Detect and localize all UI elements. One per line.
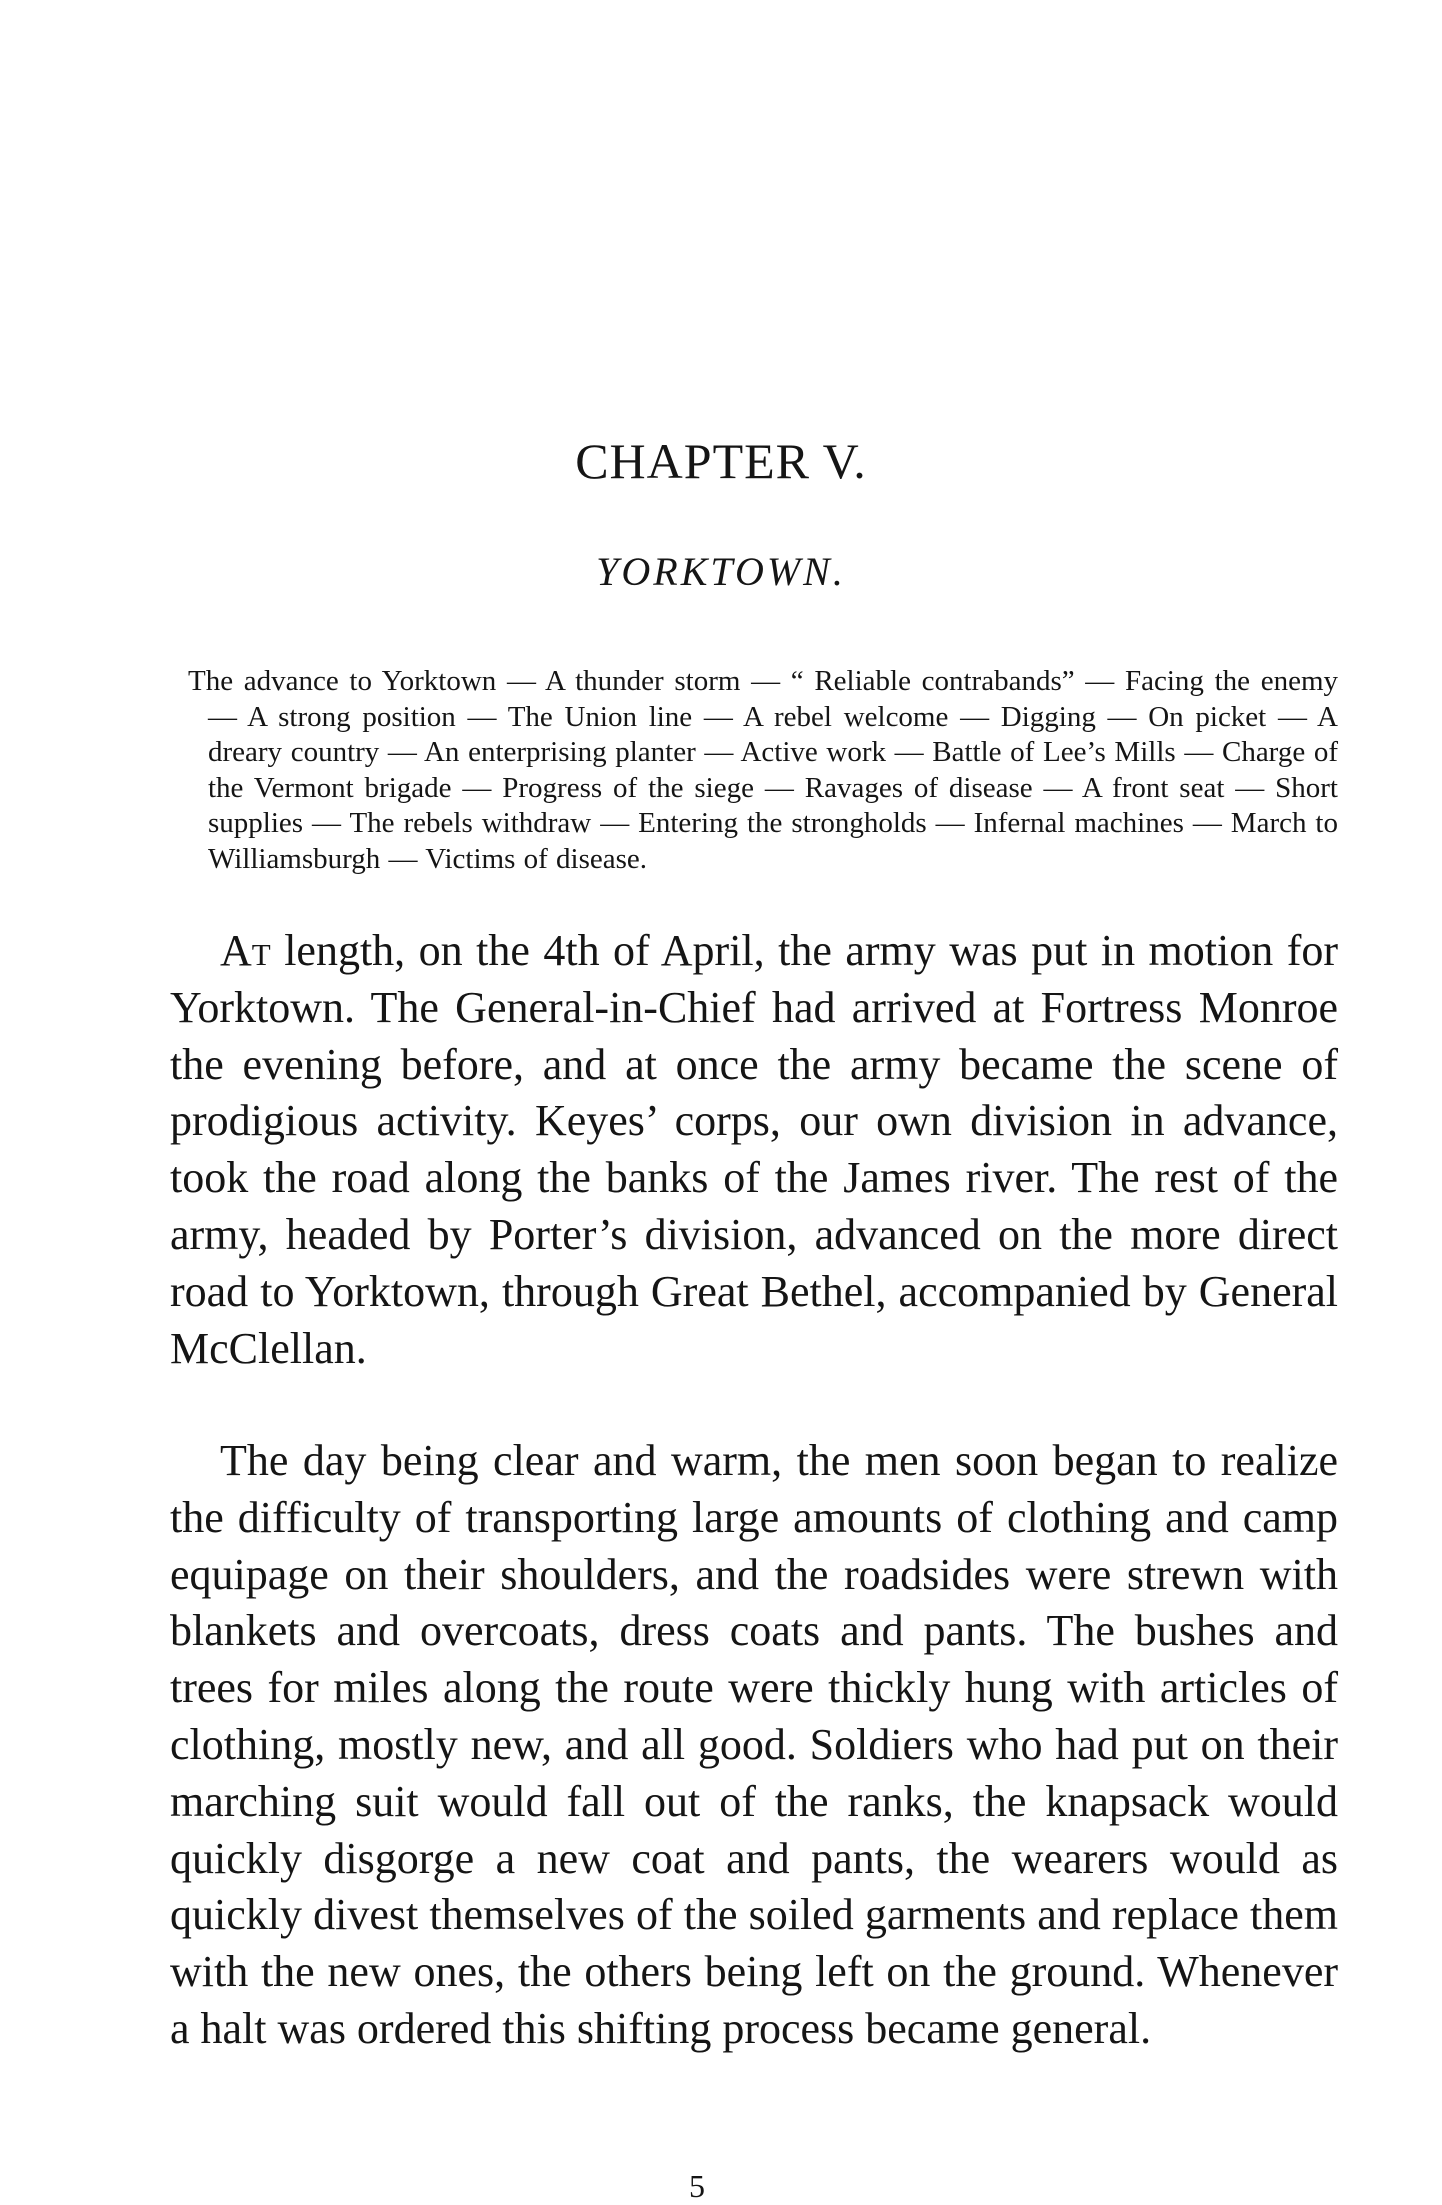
paragraph-2: The day being clear and warm, the men soon began to realize the difficulty of transporting large amounts of clothing and camp equipage on their shoulders, and the roadsides were strewn with blankets and overcoats, dress coats and pants. The bushes and trees for miles along the route were thickly hung with articles of clothing, mostly new, and all good. Soldiers who had put on their marching suit would fall out of the ranks, the knapsack would quickly disgorge a new coat and pants, the wearers would as quickly divest themselves of the soiled garments and replace them with the new ones, the others being left on the ground. Whenever a halt was ordered this shifting process became general.	[170, 1436, 1338, 2053]
paragraph-1	[170, 923, 1338, 1377]
chapter-number: CHAPTER V.	[575, 433, 867, 489]
chapter-title: YORKTOWN.	[596, 549, 846, 594]
chapter-synopsis: The advance to Yorktown — A thunder storm — “ Reliable contrabands” — Facing the enemy — A strong position — The Union line — A rebel welcome — Digging — On picket — A dreary country — An enterprising planter — Active work — Battle of Lee’s Mills — Charge of the Vermont brigade — Progress of the siege — Ravages of disease — A front seat — Short supplies — The rebels withdraw — Entering the strongholds — Infernal machines — March to Williamsburgh — Victims of disease.	[188, 665, 1338, 875]
paragraph-1-text: length, on the 4th of April, the army was put in motion for Yorktown. The General-in-Chief had arrived at Fortress Monroe the evening before, and at once the army became the scene of prodigious activity. Keyes’ corps, our own division in advance, took the road along the banks of the James river. The rest of the army, headed by Porter’s division, advanced on the more direct road to Yorktown, through Great Bethel, accompanied by General McClellan.	[170, 926, 1338, 1373]
paragraph-1-lead-word: At	[220, 926, 271, 975]
signature-mark: 5	[689, 2168, 705, 2204]
